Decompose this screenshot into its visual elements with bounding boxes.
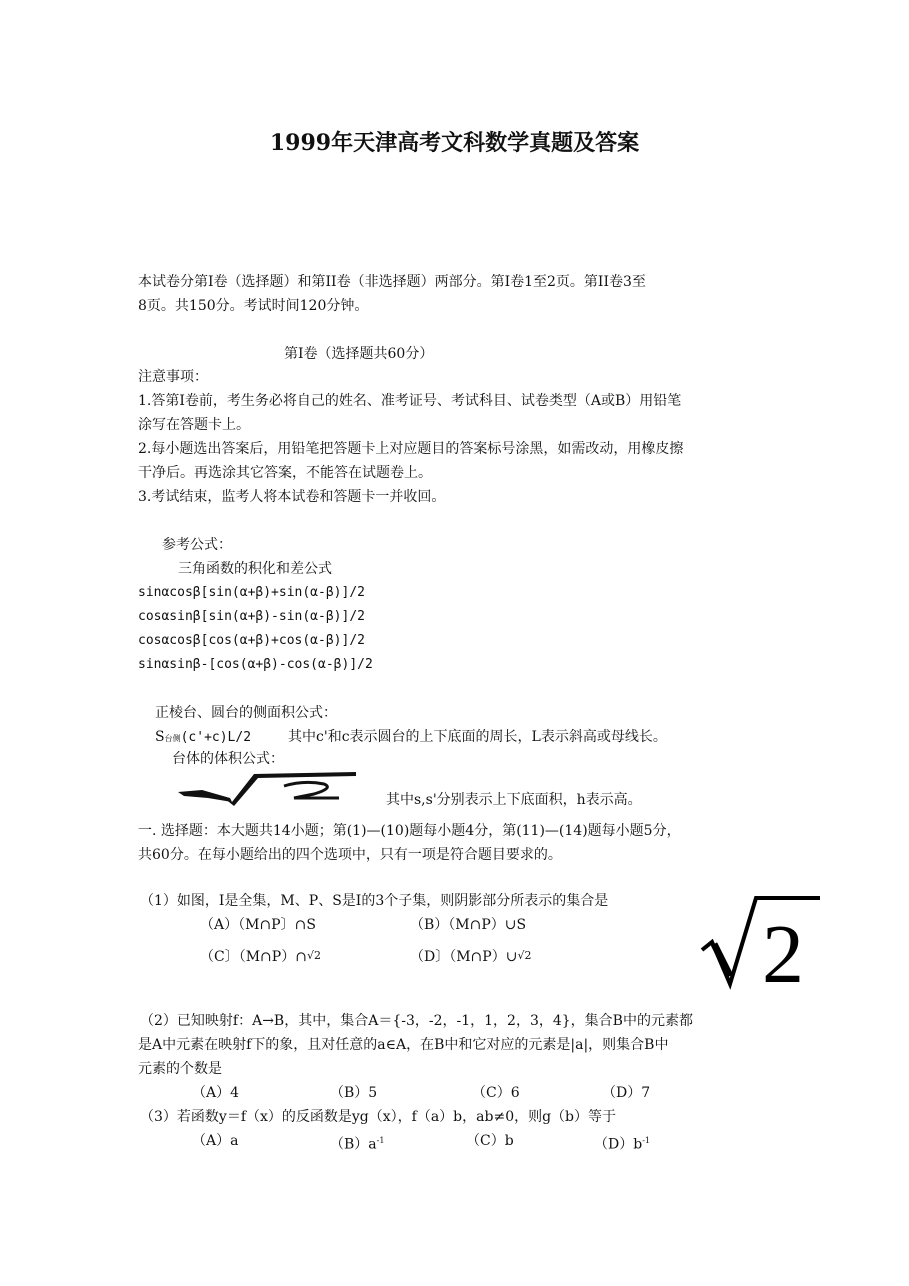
notes-heading: 注意事项： xyxy=(138,369,208,385)
note-2-line-2: 干净后。再选涂其它答案，不能答在试题卷上。 xyxy=(138,465,432,481)
volume-formula-image xyxy=(174,768,364,808)
sqrt2-large-image xyxy=(700,884,822,992)
question-2-line-3: 元素的个数是 xyxy=(138,1061,222,1077)
part1-heading: 第Ⅰ卷（选择题共60分） xyxy=(284,346,434,362)
trig-formula-2: cosαsinβ[sin(α+β)-sin(α-β)]/2 xyxy=(138,609,365,624)
frustum-s: S xyxy=(155,729,165,745)
q1-option-c xyxy=(200,947,321,966)
section1-line-2: 共60分。在每小题给出的四个选项中，只有一项是符合题目要求的。 xyxy=(138,847,562,863)
q2-option-b: （B）5 xyxy=(330,1085,378,1101)
trig-heading: 三角函数的积化和差公式 xyxy=(178,561,332,577)
q3-option-d xyxy=(594,1132,650,1154)
q2-option-a: （A）4 xyxy=(192,1085,240,1101)
volume-heading: 台体的体积公式： xyxy=(172,751,284,767)
note-2-line-1: 2.每小题选出答案后，用铅笔把答题卡上对应题目的答案标号涂黑，如需改动，用橡皮擦 xyxy=(138,441,684,457)
q1-option-d-text: （D〕（M∩P）∪ xyxy=(410,949,518,965)
note-1-line-2: 涂写在答题卡上。 xyxy=(138,417,250,433)
q3-option-b-text: （B）a xyxy=(330,1136,377,1153)
frustum-formula xyxy=(155,728,251,748)
page-title: 1999年天津高考文科数学真题及答案 xyxy=(269,130,640,156)
q3-option-c: （C）b xyxy=(466,1133,514,1149)
question-1: （1）如图，I是全集，M、P、S是I的3个子集，则阴影部分所表示的集合是 xyxy=(140,893,609,909)
q3-option-d-text: （D）b xyxy=(594,1136,643,1153)
frustum-heading: 正棱台、圆台的侧面积公式： xyxy=(155,705,337,721)
trig-formula-4: sinαsinβ-[cos(α+β)-cos(α-β)]/2 xyxy=(138,657,373,672)
sqrt2-image: √2 xyxy=(517,949,532,962)
note-3: 3.考试结束，监考人将本试卷和答题卡一并收回。 xyxy=(138,489,446,505)
q3-option-b-exponent: -1 xyxy=(376,1136,385,1145)
note-1-line-1: 1.答第Ⅰ卷前，考生务必将自己的姓名、准考证号、考试科目、试卷类型（A或B）用铅笔 xyxy=(138,393,682,409)
trig-formula-1: sinαcosβ[sin(α+β)+sin(α-β)]/2 xyxy=(138,585,365,600)
intro-line-2: 8页。共150分。考试时间120分钟。 xyxy=(138,298,369,314)
question-2-line-2: 是A中元素在映射f下的象，且对任意的a∈A，在B中和它对应的元素是|a|，则集合B中 xyxy=(138,1037,669,1053)
q1-option-b: （B）（M∩P）∪S xyxy=(410,917,527,933)
question-3: （3）若函数y＝f（x）的反函数是yg（x），f（a）b，ab≠0，则g（b）等于 xyxy=(140,1109,617,1125)
volume-description: 其中s,s'分别表示上下底面积，h表示高。 xyxy=(386,792,642,808)
q1-option-d xyxy=(410,947,531,966)
trig-formula-3: cosαcosβ[cos(α+β)+cos(α-β)]/2 xyxy=(138,633,365,648)
question-2-line-1: （2）已知映射f：A→B，其中，集合A＝{-3，-2，-1，1，2，3，4}，集合B中的元素都 xyxy=(140,1013,693,1029)
q3-option-b xyxy=(330,1132,384,1154)
frustum-expression: (c'+c)L/2 xyxy=(180,730,252,745)
q1-option-c-text: （C〕（M∩P）∩ xyxy=(200,949,307,965)
intro-line-1: 本试卷分第Ⅰ卷（选择题）和第II卷（非选择题）两部分。第Ⅰ卷1至2页。第II卷3至 xyxy=(138,274,646,290)
sqrt2-digit: 2 xyxy=(762,908,804,992)
q3-option-d-exponent: -1 xyxy=(642,1136,650,1145)
sqrt2-image: √2 xyxy=(306,949,321,962)
q2-option-c: （C）6 xyxy=(472,1085,520,1101)
q2-option-d: （D）7 xyxy=(602,1085,651,1101)
q1-option-a: （A）（M∩P〕∩S xyxy=(200,917,316,933)
frustum-subscript: 台侧 xyxy=(164,734,181,743)
formula-heading: 参考公式： xyxy=(162,537,232,553)
q3-option-a: （A）a xyxy=(192,1133,239,1149)
frustum-description: 其中c'和c表示圆台的上下底面的周长，L表示斜高或母线长。 xyxy=(288,729,667,745)
section1-line-1: 一. 选择题：本大题共14小题；第(1)—(10)题每小题4分，第(11)—(14)题每小题5分， xyxy=(138,823,681,839)
